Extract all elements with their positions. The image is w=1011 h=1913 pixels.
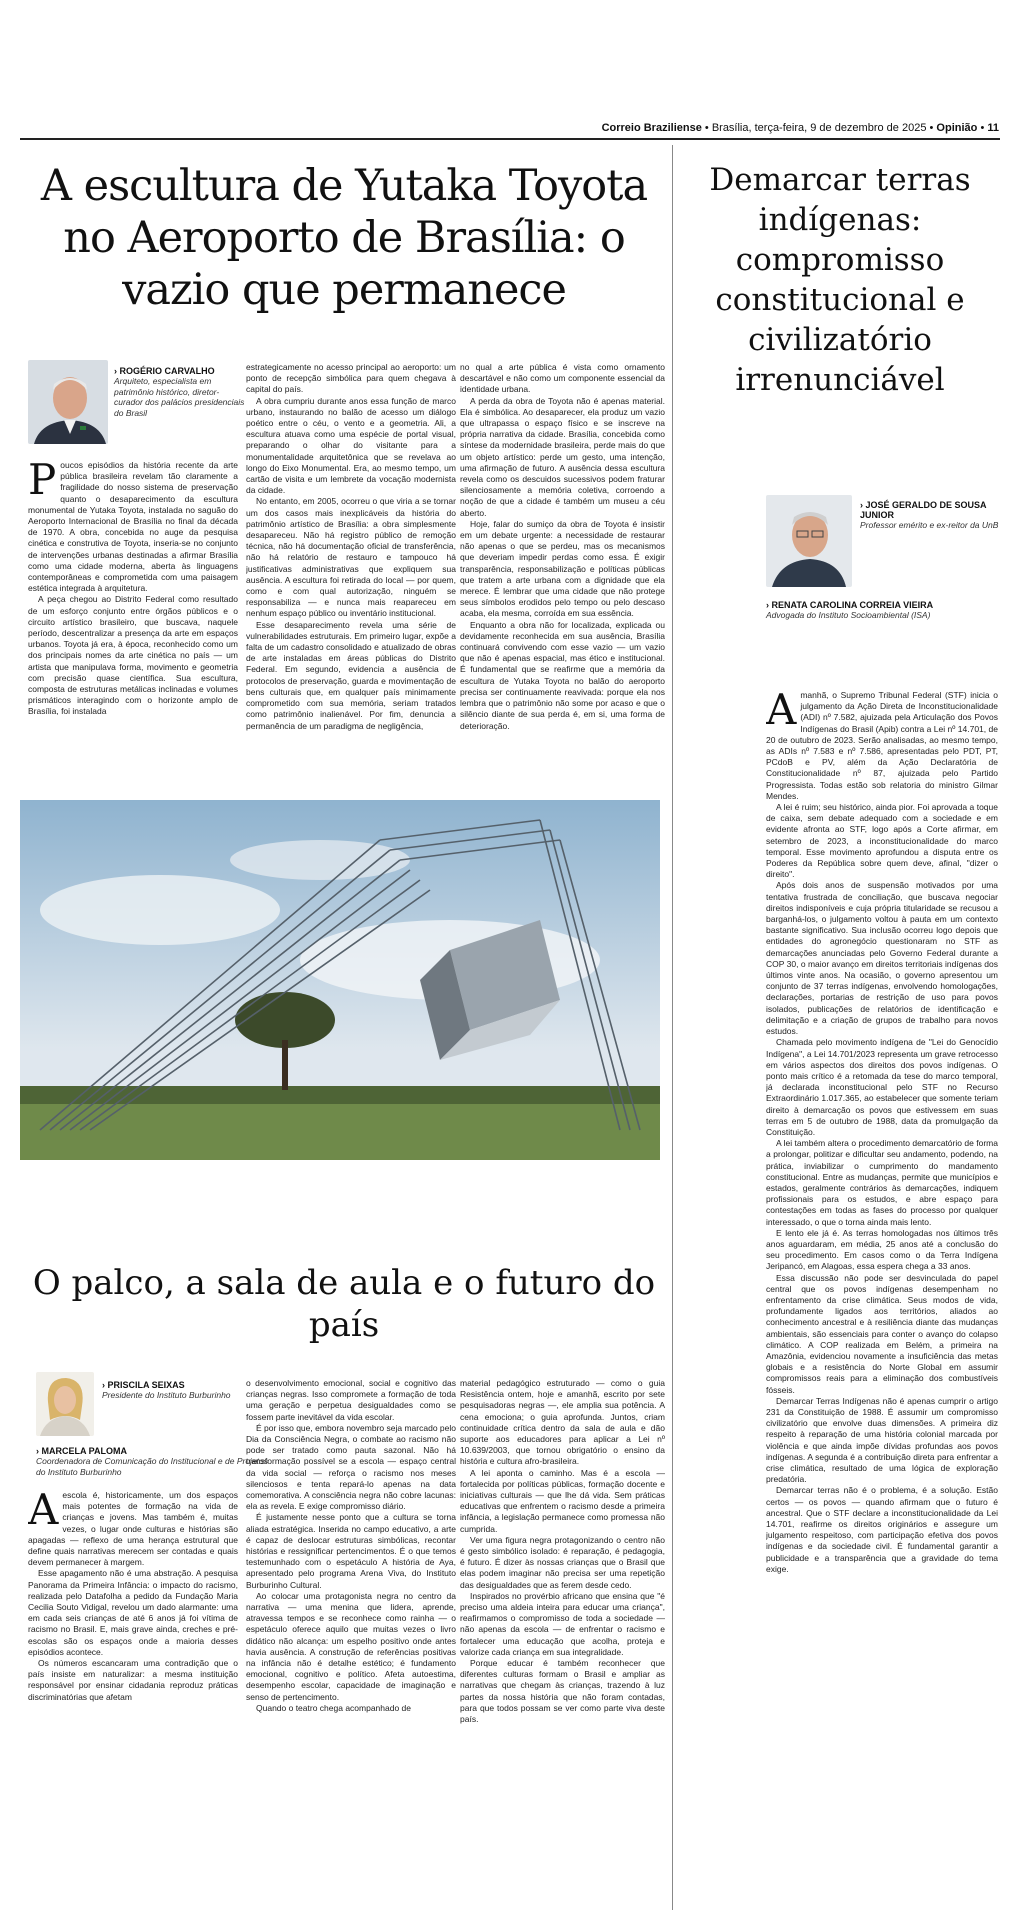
paragraph: Esse desaparecimento revela uma série de vulnerabilidades estruturais. Em primeiro lugar, expõe a falta de um cadastro consolidado e atualizado de obras de arte instaladas em áreas públicas do Distrito Federal. Em segundo, evidencia a ausência de protocolos de preservação, guarda e movimentação de bens culturais que, em qualquer país minimamente comprometido com sua memória, seriam tratados como patrimônio inalienável. Por fim, denuncia a permanência de um paradigma de negligência, [246, 619, 456, 731]
author-name: › PRISCILA SEIXAS [102, 1380, 185, 1390]
paragraph: manhã, o Supremo Tribunal Federal (STF) inicia o julgamento da Ação Direta de Inconstitucionalidade (ADI) nº 7.582, ajuizada pela Articulação dos Povos Indígenas do Brasil (Apib) contra a Lei nº 14.701, de 20 de outubro de 2023. Serão analisadas, ao mesmo tempo, as ADIs nº 7.583 e nº 7.586, apresentadas pelo PDT, PT, PCdoB e PV, além da Ação Declaratória de Constitucionalidade nº 87, ajuizada pelo Partido Progressista. Todas estão sob relatoria do ministro Gilmar Mendes. [766, 690, 998, 801]
paragraph: E lento ele já é. As terras homologadas nos últimos três anos aguardaram, em média, 25 anos até a conclusão do seu procedimento. Em casos como o da Terra Indígena Jeripancó, em Alagoas, essa espera chega a 33 anos. [766, 1227, 998, 1272]
article2-headline: Demarcar terras indígenas: compromisso constitucional e civilizatório irrenunciável [709, 162, 971, 398]
dropcap: A [28, 1490, 59, 1534]
article1-headline: A escultura de Yutaka Toyota no Aeroporto de Brasília: o vazio que permanece [40, 161, 648, 315]
paragraph: A lei é ruim; seu histórico, ainda pior. Foi aprovada a toque de caixa, sem debate adequado com a sociedade e em evidente afronta ao STF, logo após a Corte afirmar, em setembro de 2023, a inconstitucionalidade do marco temporal. Esse movimento aprofundou a disputa entre os Poderes da República sobre quem deve, afinal, "dizer o direito". [766, 802, 998, 880]
author-avatar-jose [766, 495, 852, 587]
paragraph: Hoje, falar do sumiço da obra de Toyota é insistir em um debate urgente: a necessidade de restaurar não apenas o que se perdeu, mas os mecanismos que deveriam impedir perdas como essa. É exigir transparência, responsabilização e políticas públicas que tratem a arte urbana com a dignidade que ela merece. É lembrar que uma cidade que não protege seus símbolos erodidos pelo tempo ou pelo descaso acaba, ela mesma, corroída em sua essência. [460, 518, 665, 619]
paragraph: A lei aponta o caminho. Mas é a escola — fortalecida por políticas públicas, formação docente e iniciativas culturais — que lhe dá vida. Sem práticas educativas que enfrentem o racismo desde a primeira infância, a legislação permanece como promessa não cumprida. [460, 1467, 665, 1534]
paragraph: escola é, historicamente, um dos espaços mais potentes de formação na vida de crianças e jovens. Mas também é, muitas vezes, o lugar onde culturas e histórias são apagadas — reflexo de uma herança estrutural que define quais narrativas merecem ser contadas e quais devem permanecer à margem. [28, 1490, 238, 1568]
article3-col3 [460, 1378, 665, 1905]
paragraph: A obra cumpriu durante anos essa função de marco urbano, instaurando no balão de acesso um diálogo poético entre o céu, o vento e a geometria. Ali, a escultura atuava como uma espécie de portal visual, preparando o olhar do visitante para a monumentalidade arquitetônica que se revelava ao longo do Eixo Monumental. Era, ao mesmo tempo, um cartão de visita e um lembrete da vocação modernista da cidade. [246, 395, 456, 496]
paragraph: É justamente nesse ponto que a cultura se torna aliada estratégica. Inserida no campo educativo, a arte é capaz de deslocar estruturas simbólicas, recontar histórias e ressignificar pertencimentos. É o que temos testemunhado com o espetáculo A história de Aya, apresentado pelo programa Arena Viva, do Instituto Burburinho Cultural. [246, 1512, 456, 1590]
section-name: Opinião [936, 122, 978, 134]
paragraph: No entanto, em 2005, ocorreu o que viria a se tornar um dos casos mais inexplicáveis da história do patrimônio artístico de Brasília: a obra simplesmente desapareceu. Não há registro público de remoção técnica, não há documentação oficial de transferência, não há relatório de restauro e tampouco há justificativas administrativas que expliquem sua ausência. A escultura foi retirada do local — por quem, como e com qual autorização, ninguém se responsabiliza — e nunca mais reapareceu em nenhum espaço público ou inventário institucional. [246, 496, 456, 619]
sculpture-photo [20, 800, 660, 1160]
author-role: Arquiteto, especialista em patrimônio histórico, diretor-curador dos palácios presidenciais do Brasil [114, 376, 245, 418]
paragraph: material pedagógico estruturado — como o guia Resistência ontem, hoje e amanhã, escrito por sete pesquisadoras negras —, ele amplia sua potência. A cena emociona; o guia aprofunda. Juntos, criam continuidade crítica dentro da sala de aula e dão suporte aos educadores para aplicar a Lei nº 10.639/2003, que tornou obrigatório o ensino da história e cultura afro-brasileira. [460, 1378, 665, 1467]
page-folio: Correio Braziliense • Brasília, terça-feira, 9 de dezembro de 2025 • Opinião • 11 [601, 122, 999, 134]
article1-col1 [28, 460, 238, 790]
paragraph: oucos episódios da história recente da arte pública brasileira revelam tão claramente a fragilidade do nosso sistema de preservação quanto o desaparecimento da escultura monumental de Yutaka Toyota, instalada no saguão do Aeroporto Internacional de Brasília no final da década de 1970. A obra, concebida no auge da pesquisa cinética e construtiva de Toyota, inseria-se no conjunto de intervenções urbanas destinadas a afirmar Brasília como uma cidade moderna, aberta às linguagens contemporâneas e comprometida com uma paisagem estética integrada à arquitetura. [28, 460, 238, 594]
author-role: Coordenadora de Comunicação do Institucional e de Projetos do Instituto Burburinho [36, 1456, 269, 1477]
author-block-renata [766, 600, 996, 621]
paragraph: Esse apagamento não é uma abstração. A pesquisa Panorama da Primeira Infância: o impacto do racismo, realizada pelo Datafolha a pedido da Fundação Maria Cecilia Souto Vidigal, revelou um dado alarmante: uma em cada seis crianças de até 6 anos já foi vítima de racismo no Brasil. E, mais grave ainda, creches e pré-escolas são os espaços onde a maioria desses episódios acontece. [28, 1568, 238, 1657]
author-role: Advogada do Instituto Socioambiental (ISA) [766, 610, 931, 620]
paragraph: Chamada pelo movimento indígena de "Lei do Genocídio Indígena", a Lei 14.701/2023 representa um grave retrocesso em vários aspectos dos direitos dos povos indígenas. O ponto mais crítico é a retomada da tese do marco temporal, já declarada inconstitucional pelo STF no Recurso Extraordinário 1.017.365, ao estabelecer que somente teriam direito à demarcação os povos que estivessem em suas terras em 5 de outubro de 1988, data da promulgação da Constituição. [766, 1037, 998, 1137]
article3-headline: O palco, a sala de aula e o futuro do país [32, 1263, 656, 1345]
dropcap: A [766, 690, 797, 734]
article3-col1 [28, 1490, 238, 1905]
top-rule [20, 138, 1000, 140]
paragraph: A peça chegou ao Distrito Federal como resultado de um esforço conjunto entre órgãos públicos e o circuito artístico brasileiro, que buscava, naquele período, descentralizar a presença da arte em espaços urbanos. Toyota já era, à época, reconhecido como um dos principais nomes da arte cinética no país — um artista que manipulava forma, movimento e geometria com precisão quase científica. Sua escultura, composta de estruturas metálicas inclinadas e volumes prismáticos interagindo com o horizonte amplo de Brasília, foi instalada [28, 594, 238, 717]
author-name: › JOSÉ GERALDO DE SOUSA JUNIOR [860, 500, 987, 520]
paragraph: estrategicamente no acesso principal ao aeroporto: um ponto de recepção simbólica para quem chegava à capital do país. [246, 362, 456, 395]
author-name: › RENATA CAROLINA CORREIA VIEIRA [766, 600, 934, 610]
paragraph: Porque educar é também reconhecer que diferentes culturas formam o Brasil e ampliar as narrativas que chegam às crianças, trazendo à luz partes da nossa história que não foram contadas, para que todos possam se ver como parte viva deste país. [460, 1658, 665, 1725]
author-block-jose [860, 500, 1000, 531]
dropcap: P [28, 460, 57, 504]
paragraph: É por isso que, embora novembro seja marcado pelo Dia da Consciência Negra, o combate ao racismo não pode ser tratado como pauta sazonal. Não há transformação possível se a escola — espaço central da vida social — reforça o racismo nos meses silenciosos e tenta repará-lo apenas na data comemorativa. A consciência negra não cobre lacunas: ela as revela. E exige compromisso diário. [246, 1422, 456, 1512]
article2-body [766, 690, 998, 1905]
paper-name: Correio Braziliense [601, 122, 702, 134]
paragraph: A lei também altera o procedimento demarcatório de forma a prolongar, politizar e dificultar seu andamento, podendo, na prática, inviabilizar o cumprimento do mandamento constitucional. Entre as mudanças, permite que municípios e estados, geralmente contrários às demarcações, indiquem profissionais para os estudos, e abre espaço para contestações em todas as fases do processo por qualquer interessado, o que o torna ainda mais lento. [766, 1138, 998, 1227]
author-name: › ROGÉRIO CARVALHO [114, 366, 215, 376]
paragraph: A perda da obra de Toyota não é apenas material. Ela é simbólica. Ao desaparecer, ela produz um vazio que ultrapassa o espaço físico e se inscreve na própria narrativa da cidade. Brasília, concebida como síntese da modernidade brasileira, perde mais do que um objeto artístico: perde um gesto, uma intenção, uma afirmação de futuro. A ausência dessa escultura revela como os descuidos sucessivos podem fraturar silenciosamente a memória coletiva, corroendo a noção de que a cidade é também um museu a céu aberto. [460, 395, 665, 518]
paragraph: Os números escancaram uma contradição que o país insiste em naturalizar: a mesma instituição responsável por ensinar cidadania reproduz práticas discriminatórias que afetam [28, 1658, 238, 1702]
page-number: 11 [987, 122, 999, 134]
paragraph: Demarcar terras não é o problema, é a solução. Estão certos — os povos — quando afirmam que o futuro é ancestral. Que o STF declare a inconstitucionalidade da Lei 14.701, reafirme os direitos originários e assegure um julgamento respeitoso, com participação efetiva dos povos indígenas e da sociedade civil. É fundamental garantir a publicidade e a transparência que a gravidade do tema exige. [766, 1485, 998, 1574]
author-block-rogerio [114, 366, 246, 418]
paragraph: Essa discussão não pode ser desvinculada do papel central que os povos indígenas desempenham no enfrentamento da crise climática. Seus modos de vida, profundamente ligados aos territórios, aliados ao conhecimento ancestral e à resiliência diante das mudanças ambientais, são essenciais para conter o avanço do colapso climático. A COP realizada em Belém, a primeira na Amazônia, evidenciou novamente a insuficiência das metas globais e a resistência do Norte Global em assumir compromissos reais para a eliminação dos combustíveis fósseis. [766, 1272, 998, 1395]
author-role: Professor emérito e ex-reitor da UnB [860, 520, 999, 530]
paragraph: Enquanto a obra não for localizada, explicada ou devidamente reconhecida em sua ausência, Brasília continuará convivendo com esse vazio — um vazio que não é apenas espacial, mas ético e institucional. É fundamental que se reafirme que a memória da escultura de Yutaka Toyota no balão do aeroporto precisa ser continuamente reavivada: porque ela nos lembra que o patrimônio não some por acaso e que o silêncio diante de sua perda é, em si, uma forma de deterioração. [460, 619, 665, 731]
paragraph: o desenvolvimento emocional, social e cognitivo das crianças negras. Isso compromete a formação de toda uma geração e perpetua desigualdades como se fossem parte inevitável da vida escolar. [246, 1378, 456, 1422]
author-avatar-priscila [36, 1372, 94, 1436]
paragraph: Após dois anos de suspensão motivados por uma tentativa frustrada de conciliação, que buscava negociar direitos indisponíveis e cuja própria titularidade se recusou a barganhá-los, o julgamento voltou à pauta em um contexto bastante significativo. Sua inclusão ocorreu logo depois que entidades do agronegócio questionaram no STF as demarcações anunciadas pelo Governo Federal durante a COP 30, o maior avanço em direitos territoriais indígenas dos últimos vinte anos. Na ocasião, o governo apresentou um conjunto de 37 terras indígenas, envolvendo homologações, declarações, portarias de restrição de uso para povos isolados, publicações de relatórios de identificação e delimitação e a criação de grupos de trabalho para novos estudos. [766, 880, 998, 1037]
paragraph: no qual a arte pública é vista como ornamento descartável e não como um componente essencial da identidade urbana. [460, 362, 665, 395]
paragraph: Inspirados no provérbio africano que ensina que "é preciso uma aldeia inteira para educar uma criança", reafirmamos o compromisso de toda a sociedade — não apenas da escola — de enfrentar o racismo e fortalecer uma educação que acolha, proteja e valorize cada criança em sua integralidade. [460, 1590, 665, 1657]
paragraph: Demarcar Terras Indígenas não é apenas cumprir o artigo 231 da Constituição de 1988. É assumir um compromisso civilizatório que envolve duas dimensões. A primeira diz respeito à reparação de uma história colonial marcada por violência e que ainda impõe dívidas profundas aos povos indígenas. A segunda é a contribuição direta para enfrentar a crise climática, resultado de uma lógica de exploração predatória. [766, 1395, 998, 1485]
author-avatar-rogerio [28, 360, 108, 444]
article3-col2 [246, 1378, 456, 1905]
author-name: › MARCELA PALOMA [36, 1446, 127, 1456]
article1-col3 [460, 362, 665, 792]
author-block-priscila [102, 1380, 252, 1401]
column-divider [672, 145, 673, 1910]
paragraph: Ver uma figura negra protagonizando o centro não é gesto simbólico isolado: é reparação, é pedagogia, é futuro. É dizer às nossas crianças que o Brasil que elas podem imaginar não precisa ser uma repetição das desigualdades que as ferem desde cedo. [460, 1534, 665, 1590]
paragraph: Quando o teatro chega acompanhado de [256, 1702, 412, 1713]
paragraph: Ao colocar uma protagonista negra no centro da narrativa — uma menina que lidera, aprende, atravessa tempos e se reconhece como rainha — o espetáculo oferece aquilo que muitas vezes o livro didático não alcança: um espelho positivo onde antes havia ausência. A construção de referências positivas na infância não é detalhe estético; é fundamento emocional, cognitivo e político. Afeta autoestima, desempenho escolar, capacidade de imaginação e senso de pertencimento. [246, 1590, 456, 1702]
author-role: Presidente do Instituto Burburinho [102, 1390, 231, 1400]
dateline: Brasília, terça-feira, 9 de dezembro de 2025 [711, 122, 927, 134]
article1-col2 [246, 362, 456, 792]
